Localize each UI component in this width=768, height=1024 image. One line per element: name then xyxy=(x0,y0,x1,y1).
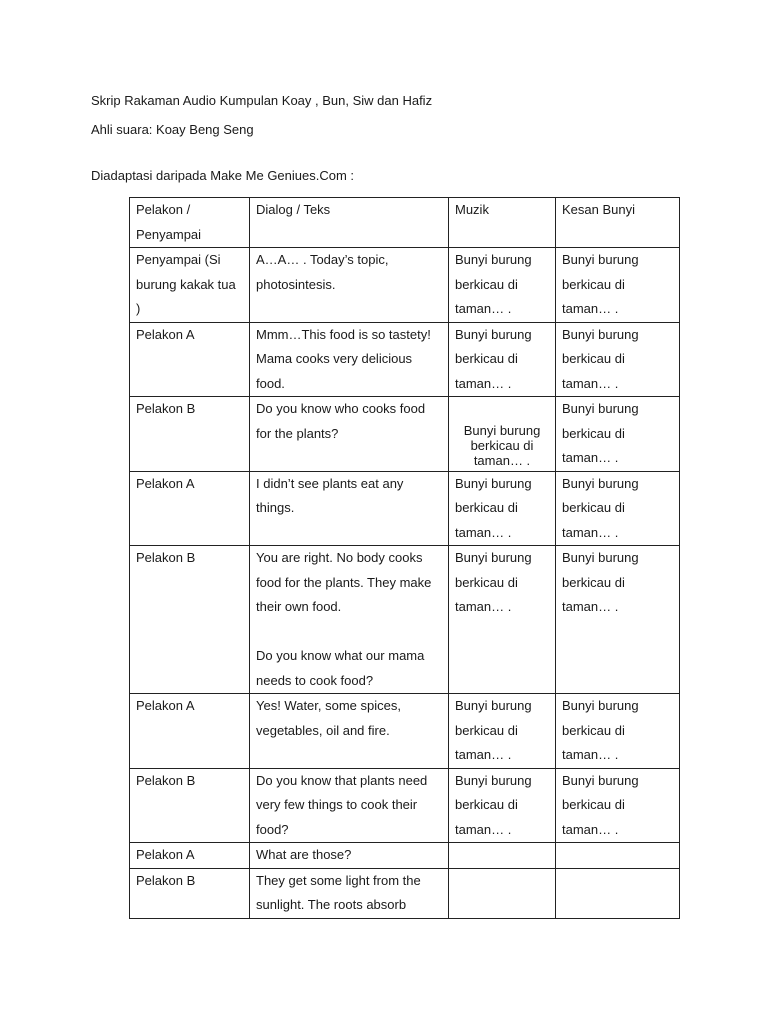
sound-effect-cell: Bunyi burung berkicau di taman… . xyxy=(556,694,680,769)
actor-cell: Pelakon B xyxy=(130,768,250,843)
sound-effect-cell: Bunyi burung berkicau di taman… . xyxy=(556,248,680,323)
table-row xyxy=(130,471,680,546)
actor-cell: Penyampai (Si burung kakak tua ) xyxy=(130,248,250,323)
actor-cell: Pelakon A xyxy=(130,471,250,546)
table-row xyxy=(130,397,680,472)
sound-effect-cell xyxy=(556,868,680,918)
music-cell: Bunyi burung berkicau di taman… . xyxy=(449,471,556,546)
document-title: Skrip Rakaman Audio Kumpulan Koay , Bun, Siw dan Hafiz xyxy=(91,93,433,108)
actor-cell: Pelakon B xyxy=(130,868,250,918)
sound-effect-cell xyxy=(556,843,680,869)
sound-effect-cell: Bunyi burung berkicau di taman… . xyxy=(556,768,680,843)
actor-cell: Pelakon B xyxy=(130,546,250,694)
dialog-cell: They get some light from the sunlight. The roots absorb xyxy=(250,868,449,918)
music-cell: Bunyi burung berkicau di taman… . xyxy=(449,397,556,472)
table-row xyxy=(130,768,680,843)
music-cell: Bunyi burung berkicau di taman… . xyxy=(449,546,556,694)
music-cell: Bunyi burung berkicau di taman… . xyxy=(449,768,556,843)
sound-effect-cell: Bunyi burung berkicau di taman… . xyxy=(556,546,680,694)
dialog-cell: Yes! Water, some spices, vegetables, oil and fire. xyxy=(250,694,449,769)
table-row xyxy=(130,694,680,769)
header-dialog: Dialog / Teks xyxy=(250,198,449,248)
header-sound-effect: Kesan Bunyi xyxy=(556,198,680,248)
table-row xyxy=(130,248,680,323)
table-row xyxy=(130,322,680,397)
actor-cell: Pelakon B xyxy=(130,397,250,472)
actor-cell: Pelakon A xyxy=(130,694,250,769)
dialog-paragraph: You are right. No body cooks food for the plants. They make their own food. xyxy=(256,550,432,614)
adaptation-source-line: Diadaptasi daripada Make Me Geniues.Com : xyxy=(91,168,355,183)
music-cell: Bunyi burung berkicau di taman… . xyxy=(449,248,556,323)
music-cell xyxy=(449,843,556,869)
dialog-paragraph: Do you know what our mama needs to cook food? xyxy=(256,648,425,688)
table-row xyxy=(130,843,680,869)
table-header-row xyxy=(130,198,680,248)
sound-effect-cell: Bunyi burung berkicau di taman… . xyxy=(556,322,680,397)
dialog-cell: What are those? xyxy=(250,843,449,869)
dialog-cell xyxy=(250,546,449,694)
music-cell: Bunyi burung berkicau di taman… . xyxy=(449,694,556,769)
header-music: Muzik xyxy=(449,198,556,248)
music-cell xyxy=(449,868,556,918)
dialog-cell: I didn’t see plants eat any things. xyxy=(250,471,449,546)
music-cell: Bunyi burung berkicau di taman… . xyxy=(449,322,556,397)
sound-effect-cell: Bunyi burung berkicau di taman… . xyxy=(556,397,680,472)
header-actor: Pelakon / Penyampai xyxy=(130,198,250,248)
dialog-cell: A…A… . Today’s topic, photosintesis. xyxy=(250,248,449,323)
dialog-cell: Mmm…This food is so tastety! Mama cooks very delicious food. xyxy=(250,322,449,397)
actor-cell: Pelakon A xyxy=(130,322,250,397)
table-row xyxy=(130,868,680,918)
dialog-cell: Do you know who cooks food for the plants? xyxy=(250,397,449,472)
voice-actor-line: Ahli suara: Koay Beng Seng xyxy=(91,122,254,137)
script-table xyxy=(129,197,680,919)
sound-effect-cell: Bunyi burung berkicau di taman… . xyxy=(556,471,680,546)
dialog-cell: Do you know that plants need very few things to cook their food? xyxy=(250,768,449,843)
actor-cell: Pelakon A xyxy=(130,843,250,869)
table-row xyxy=(130,546,680,694)
